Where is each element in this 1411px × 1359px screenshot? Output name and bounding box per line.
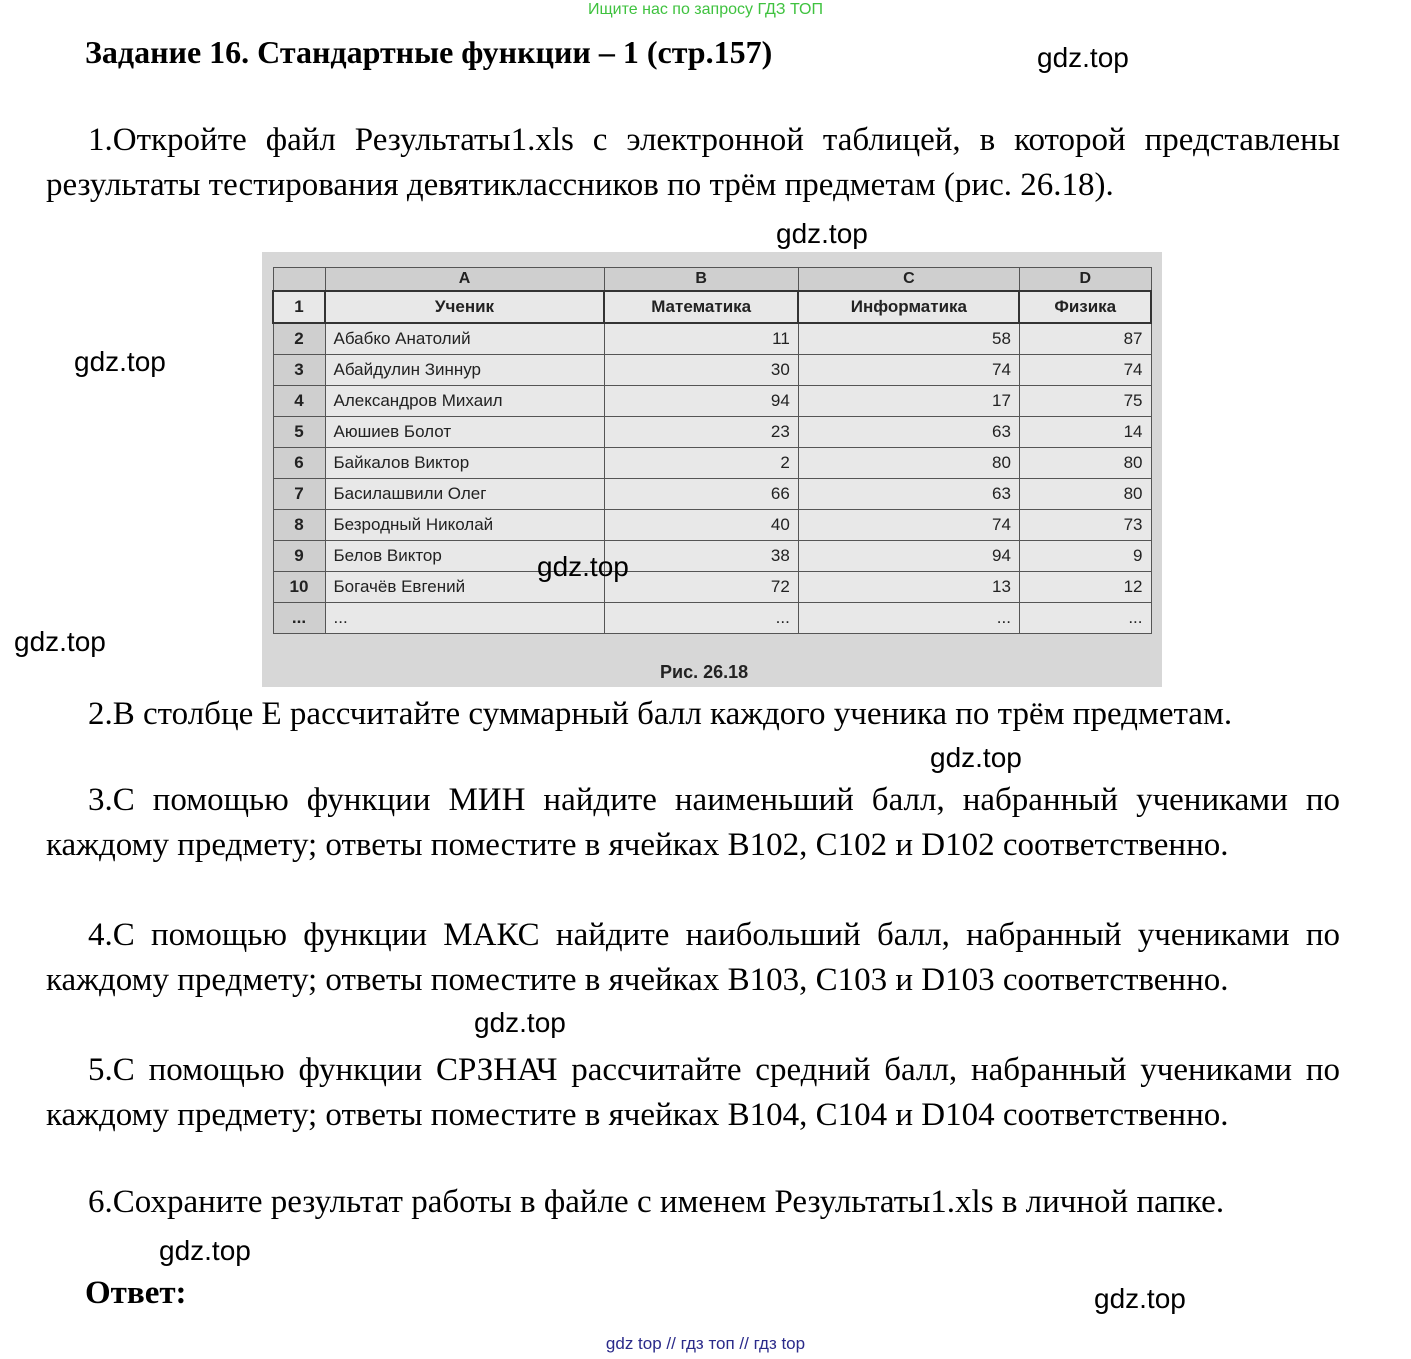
header-cell: Ученик — [325, 291, 604, 323]
cs-score: 74 — [798, 355, 1019, 386]
watermark: gdz.top — [14, 626, 106, 657]
row-number: 5 — [273, 417, 325, 448]
student-name: Богачёв Евгений — [325, 572, 604, 603]
cs-score: 13 — [798, 572, 1019, 603]
student-name: Абайдулин Зиннур — [325, 355, 604, 386]
math-score: 40 — [604, 510, 798, 541]
task-item-text: С помощью функции МИН найдите наименьший балл, набранный учениками по каждому предмету; ответы поместите в ячейках B102, C102 и D102 соответственно. — [46, 782, 1340, 863]
physics-score: 74 — [1019, 355, 1151, 386]
row-number: 6 — [273, 448, 325, 479]
header-cell: Физика — [1019, 291, 1151, 323]
task-item-number: 6. — [88, 1184, 113, 1220]
watermark: gdz.top — [776, 218, 868, 249]
task-item-text: Откройте файл Результаты1.xls с электронной таблицей, в которой представлены результаты тестирования девятиклассников по трём предметам (рис. 26.18). — [46, 122, 1340, 203]
student-name: Александров Михаил — [325, 386, 604, 417]
student-name: ... — [325, 603, 604, 634]
row-number: 7 — [273, 479, 325, 510]
task-item-text: С помощью функции МАКС найдите наибольший балл, набранный учениками по каждому предмету; ответы поместите в ячейках B103, C103 и D103 соответственно. — [46, 917, 1340, 998]
physics-score: 80 — [1019, 479, 1151, 510]
task-title: Задание 16. Стандартные функции – 1 (стр.157) — [85, 34, 773, 70]
math-score: ... — [604, 603, 798, 634]
cs-score: 94 — [798, 541, 1019, 572]
physics-score: ... — [1019, 603, 1151, 634]
task-item-number: 3. — [88, 782, 113, 818]
watermark: gdz.top — [1037, 42, 1129, 73]
footer-links: gdz top // гдз топ // гдз top — [605, 1334, 806, 1353]
watermark: gdz.top — [74, 346, 166, 377]
watermark: gdz.top — [159, 1235, 251, 1266]
watermark: gdz.top — [1094, 1283, 1186, 1314]
table-row — [273, 510, 1151, 541]
math-score: 72 — [604, 572, 798, 603]
physics-score: 87 — [1019, 323, 1151, 355]
row-number: 9 — [273, 541, 325, 572]
column-letter: A — [325, 268, 604, 292]
watermark: gdz.top — [537, 551, 629, 582]
student-name: Аюшиев Болот — [325, 417, 604, 448]
math-score: 94 — [604, 386, 798, 417]
cs-score: 63 — [798, 417, 1019, 448]
header-cell: Математика — [604, 291, 798, 323]
student-name: Басилашвили Олег — [325, 479, 604, 510]
task-item-2 — [46, 692, 1340, 737]
physics-score: 14 — [1019, 417, 1151, 448]
cs-score: 74 — [798, 510, 1019, 541]
physics-score: 75 — [1019, 386, 1151, 417]
table-row — [273, 417, 1151, 448]
cs-score: ... — [798, 603, 1019, 634]
math-score: 11 — [604, 323, 798, 355]
row-number: 1 — [273, 291, 325, 323]
physics-score: 80 — [1019, 448, 1151, 479]
column-letter: D — [1019, 268, 1151, 292]
student-name: Абабко Анатолий — [325, 323, 604, 355]
figure-caption: Рис. 26.18 — [660, 662, 749, 682]
row-number: 3 — [273, 355, 325, 386]
row-number: 2 — [273, 323, 325, 355]
table-row — [273, 323, 1151, 355]
spreadsheet-figure — [262, 252, 1162, 687]
row-number: 8 — [273, 510, 325, 541]
task-item-text: С помощью функции СРЗНАЧ рассчитайте средний балл, набранный учениками по каждому предмету; ответы поместите в ячейках B104, C104 и D104 соответственно. — [46, 1052, 1340, 1133]
student-name: Байкалов Виктор — [325, 448, 604, 479]
table-row — [273, 479, 1151, 510]
task-item-number: 1. — [88, 122, 113, 158]
watermark: gdz.top — [930, 742, 1022, 773]
task-item-text: В столбце E рассчитайте суммарный балл каждого ученика по трём предметам. — [112, 696, 1233, 732]
cs-score: 17 — [798, 386, 1019, 417]
task-item-text: Сохраните результат работы в файле с именем Результаты1.xls в личной папке. — [112, 1184, 1225, 1220]
student-name: Безродный Николай — [325, 510, 604, 541]
row-number: ... — [273, 603, 325, 634]
header-cell: Информатика — [798, 291, 1019, 323]
task-item-4 — [46, 913, 1340, 1003]
corner-cell — [273, 268, 325, 292]
math-score: 66 — [604, 479, 798, 510]
task-item-6 — [46, 1180, 1340, 1225]
column-letter: B — [604, 268, 798, 292]
math-score: 30 — [604, 355, 798, 386]
task-item-number: 2. — [88, 696, 113, 732]
task-item-3 — [46, 778, 1340, 868]
cs-score: 58 — [798, 323, 1019, 355]
search-hint-banner: Ищите нас по запросу ГДЗ ТОП — [588, 1, 823, 18]
task-item-5 — [46, 1048, 1340, 1138]
table-row — [273, 541, 1151, 572]
physics-score: 73 — [1019, 510, 1151, 541]
task-item-1 — [46, 118, 1340, 208]
math-score: 38 — [604, 541, 798, 572]
cs-score: 63 — [798, 479, 1019, 510]
physics-score: 9 — [1019, 541, 1151, 572]
cs-score: 80 — [798, 448, 1019, 479]
results-table — [272, 267, 1152, 634]
row-number: 4 — [273, 386, 325, 417]
column-letter: C — [798, 268, 1019, 292]
table-row — [273, 572, 1151, 603]
task-item-number: 4. — [88, 917, 113, 953]
row-number: 10 — [273, 572, 325, 603]
task-item-number: 5. — [88, 1052, 113, 1088]
table-row — [273, 386, 1151, 417]
physics-score: 12 — [1019, 572, 1151, 603]
table-row — [273, 355, 1151, 386]
table-row — [273, 448, 1151, 479]
watermark: gdz.top — [474, 1007, 566, 1038]
answer-label: Ответ: — [85, 1275, 187, 1311]
math-score: 2 — [604, 448, 798, 479]
table-header-row — [273, 291, 1151, 323]
student-name: Белов Виктор — [325, 541, 604, 572]
math-score: 23 — [604, 417, 798, 448]
table-row — [273, 603, 1151, 634]
